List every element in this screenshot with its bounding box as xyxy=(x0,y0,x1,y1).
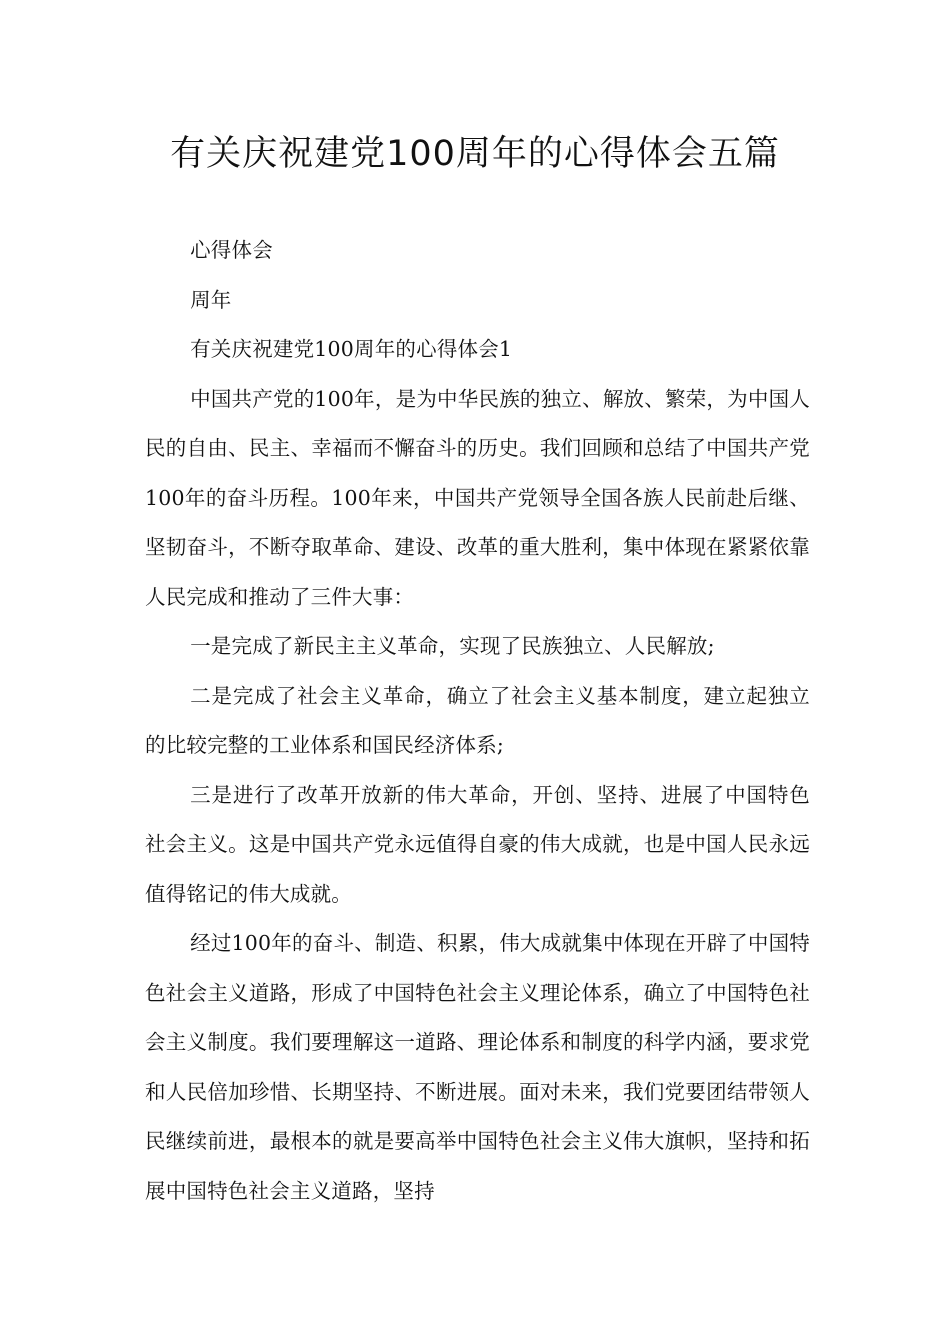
section-heading: 有关庆祝建党100周年的心得体会1 xyxy=(190,337,513,361)
paragraph-heading-zhounian: 周年 xyxy=(190,287,232,312)
paragraph-heading-xinde: 心得体会 xyxy=(190,238,273,262)
paragraph: 一是完成了新民主主义革命，实现了民族独立、人民解放; xyxy=(190,634,715,658)
paragraph: 三是进行了改革开放新的伟大革命，开创、坚持、进展了中国特色社会主义。这是中国共产党永远值得自豪的伟大成就，也是中国人民永远值得铭记的伟大成就。 xyxy=(145,782,810,906)
paragraph: 经过100年的奋斗、制造、积累，伟大成就集中体现在开辟了中国特色社会主义道路，形成了中国特色社会主义理论体系，确立了中国特色社会主义制度。我们要理解这一道路、理论体系和制度的科学内涵，要求党和人民倍加珍惜、长期坚持、不断进展。面对未来，我们党要团结带领人民继续前进，最根本的就是要高举中国特色社会主义伟大旗帜，坚持和拓展中国特色社会主义道路，坚持 xyxy=(145,931,810,1203)
document-title: 有关庆祝建党100周年的心得体会五篇 xyxy=(170,134,780,174)
document-body xyxy=(145,226,810,1216)
paragraph: 二是完成了社会主义革命，确立了社会主义基本制度，建立起独立的比较完整的工业体系和国民经济体系; xyxy=(145,683,810,757)
paragraph: 中国共产党的100年，是为中华民族的独立、解放、繁荣，为中国人民的自由、民主、幸福而不懈奋斗的历史。我们回顾和总结了中国共产党100年的奋斗历程。100年来，中国共产党领导全国各族人民前赴后继、坚韧奋斗，不断夺取革命、建设、改革的重大胜利，集中体现在紧紧依靠人民完成和推动了三件大事： xyxy=(145,386,810,609)
